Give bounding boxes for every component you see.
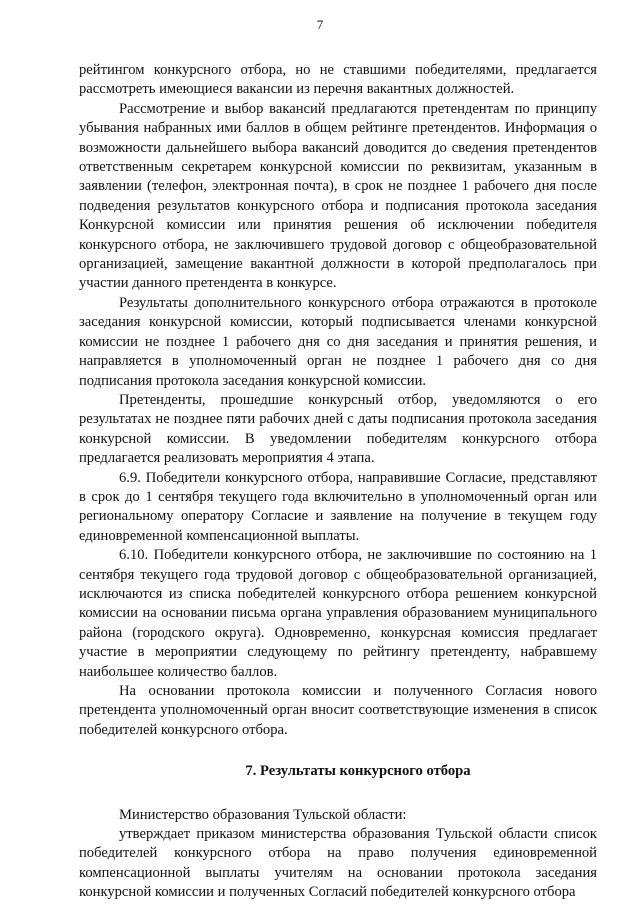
document-body [79, 61, 597, 903]
section-heading: 7. Результаты конкурсного отбора [245, 763, 471, 780]
paragraph-vacancy-selection: Рассмотрение и выбор вакансий предлагаются претендентам по принципу убывания набранных ими баллов в общем рейтинге претендентов. Информация о возможности дальнейшего выбора вакансий доводится до сведения претендентов ответственным секретарем конкурсной комиссии по реквизитам, указанным в заявлении (телефон, электронная почта), в срок не позднее 1 рабочего дня после подведения результатов конкурсного отбора и подписания протокола заседания Конкурсной комиссии или принятия решения об исключении победителя конкурсного отбора, не заключившего трудовой договор с общеобразовательной организацией, замещение вакантной должности в которой предполагалось при участии данного претендента в конкурсе. [79, 100, 597, 292]
page-number: 7 [316, 17, 324, 32]
paragraph-notification: Претенденты, прошедшие конкурсный отбор, уведомляются о его результатах не позднее пяти рабочих дней с даты подписания протокола заседания конкурсной комиссии. В уведомлении победителям конкурсного отбора предлагается реализовать мероприятия 4 этапа. [79, 391, 597, 467]
paragraph-continuation: рейтингом конкурсного отбора, но не ставшими победителями, предлагается рассмотреть имеющиеся вакансии из перечня вакантных должностей. [79, 62, 597, 98]
paragraph-additional-results: Результаты дополнительного конкурсного отбора отражаются в протоколе заседания конкурсной комиссии, который подписывается членами конкурсной комиссии не позднее 1 рабочего дня со дня заседания и принятия решения, и направляется в уполномоченный орган не позднее 1 рабочего дня со дня подписания протокола заседания конкурсной комиссии. [79, 294, 597, 389]
paragraph-6-10: 6.10. Победители конкурсного отбора, не заключившие по состоянию на 1 сентября текущего года трудовой договор с общеобразовательной организацией, исключаются из списка победителей конкурсного отбора решением конкурсной комиссии на основании письма органа управления образованием муниципального района (городского округа). Одновременно, конкурсная комиссия предлагает участие в мероприятии следующему по рейтингу претенденту, набравшему наибольшее количество баллов. [79, 547, 597, 680]
paragraph-ministry: Министерство образования Тульской области: [119, 806, 407, 823]
paragraph-6-9: 6.9. Победители конкурсного отбора, направившие Согласие, представляют в срок до 1 сентября текущего года включительно в уполномоченный орган или региональному оператору Согласие и заявление на получение в текущем году единовременной компенсационной выплаты. [79, 469, 597, 544]
paragraph-approves-list: утверждает приказом министерства образования Тульской области список победителей конкурсного отбора на право получения единовременной компенсационной выплаты учителям на основании протокола заседания конкурсной комиссии и полученных Согласий победителей конкурсного отбора [79, 826, 597, 901]
paragraph-protocol-changes: На основании протокола комиссии и полученного Согласия нового претендента уполномоченный орган вносит соответствующие изменения в список победителей конкурсного отбора. [79, 683, 597, 738]
